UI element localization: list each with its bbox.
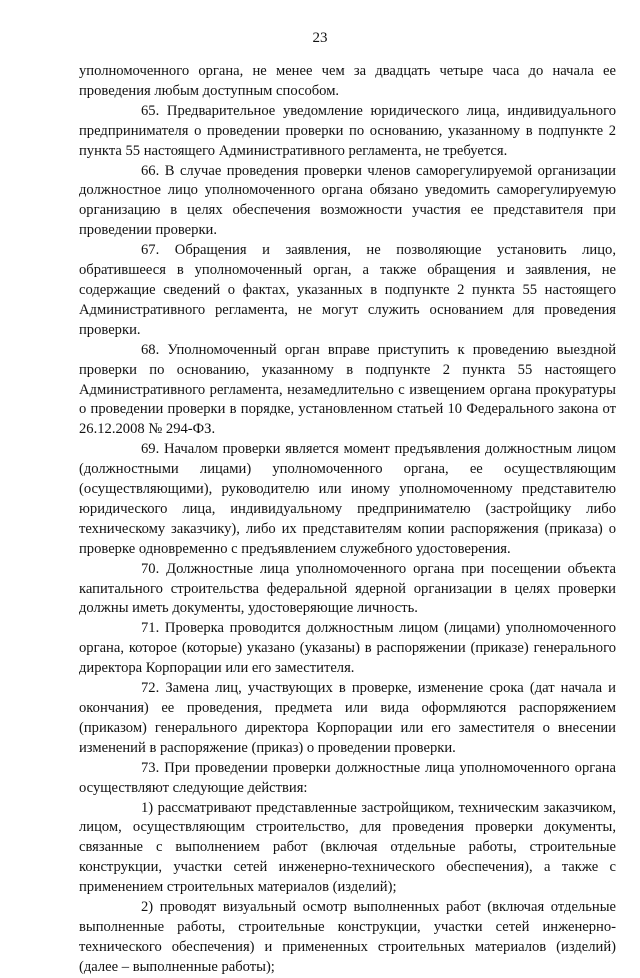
- list-item-2: 2) проводят визуальный осмотр выполненных работ (включая отдельные выполненные работы, строительные конструкции, участки сетей инженерно-технического обеспечения) и примененных строительных материалов (изделий) (далее – выполненные работы);: [79, 899, 616, 975]
- paragraph-73: 73. При проведении проверки должностные лица уполномоченного органа осуществляют следующие действия:: [79, 759, 616, 796]
- paragraph-70: 70. Должностные лица уполномоченного органа при посещении объекта капитального строительства федеральной ядерной организации в целях проверки должны иметь документы, удостоверяющие личность.: [79, 560, 616, 617]
- document-body: [79, 62, 616, 978]
- paragraph-68: 68. Уполномоченный орган вправе приступить к проведению выездной проверки по основанию, указанному в подпункте 2 пункта 55 настоящего Административного регламента, незамедлительно с извещением органа прокуратуры о проведении проверки в порядке, установленном статьей 10 Федерального закона от 26.12.2008 № 294-ФЗ.: [79, 341, 616, 438]
- paragraph-72: 72. Замена лиц, участвующих в проверке, изменение срока (дат начала и окончания) ее проведения, предмета или вида оформляются распоряжением (приказом) генерального директора Корпорации или его заместителя о внесении изменений в распоряжение (приказ) о проведении проверки.: [79, 680, 616, 756]
- list-item-1: 1) рассматривают представленные застройщиком, техническим заказчиком, лицом, осуществляющим строительство, для проведения проверки документы, связанные с выполнением работ (включая отдельные работы, строительные конструкции, участки сетей инженерно-технического обеспечения), а также с применением строительных материалов (изделий);: [79, 799, 616, 896]
- paragraph-65: 65. Предварительное уведомление юридического лица, индивидуального предпринимателя о проведении проверки по основанию, указанному в подпункте 2 пункта 55 настоящего Административного регламента, не требуется.: [79, 102, 616, 159]
- paragraph-continuation: уполномоченного органа, не менее чем за двадцать четыре часа до начала ее проведения любым доступным способом.: [79, 63, 616, 99]
- paragraph-67: 67. Обращения и заявления, не позволяющие установить лицо, обратившееся в уполномоченный орган, а также обращения и заявления, не содержащие сведений о фактах, указанных в подпункте 2 пункта 55 настоящего Административного регламента, не могут служить основанием для проведения проверки.: [79, 242, 616, 338]
- paragraph-69: 69. Началом проверки является момент предъявления должностным лицом (должностными лицами) уполномоченного органа, ее осуществляющим (осуществляющими), руководителю или иному уполномоченному представителю юридического лица, индивидуальному предпринимателю (застройщику либо техническому заказчику), либо их представителям копии распоряжения (приказа) о проверке одновременно с предъявлением служебного удостоверения.: [79, 441, 616, 557]
- paragraph-66: 66. В случае проведения проверки членов саморегулируемой организации должностное лицо уполномоченного органа обязано уведомить саморегулируемую организацию в целях обеспечения возможности участия ее представителя при проведении проверки.: [79, 162, 616, 239]
- page-number: 23: [312, 30, 328, 46]
- paragraph-71: 71. Проверка проводится должностным лицом (лицами) уполномоченного органа, которое (которые) указано (указаны) в распоряжении (приказе) генерального директора Корпорации или его заместителя.: [79, 620, 616, 677]
